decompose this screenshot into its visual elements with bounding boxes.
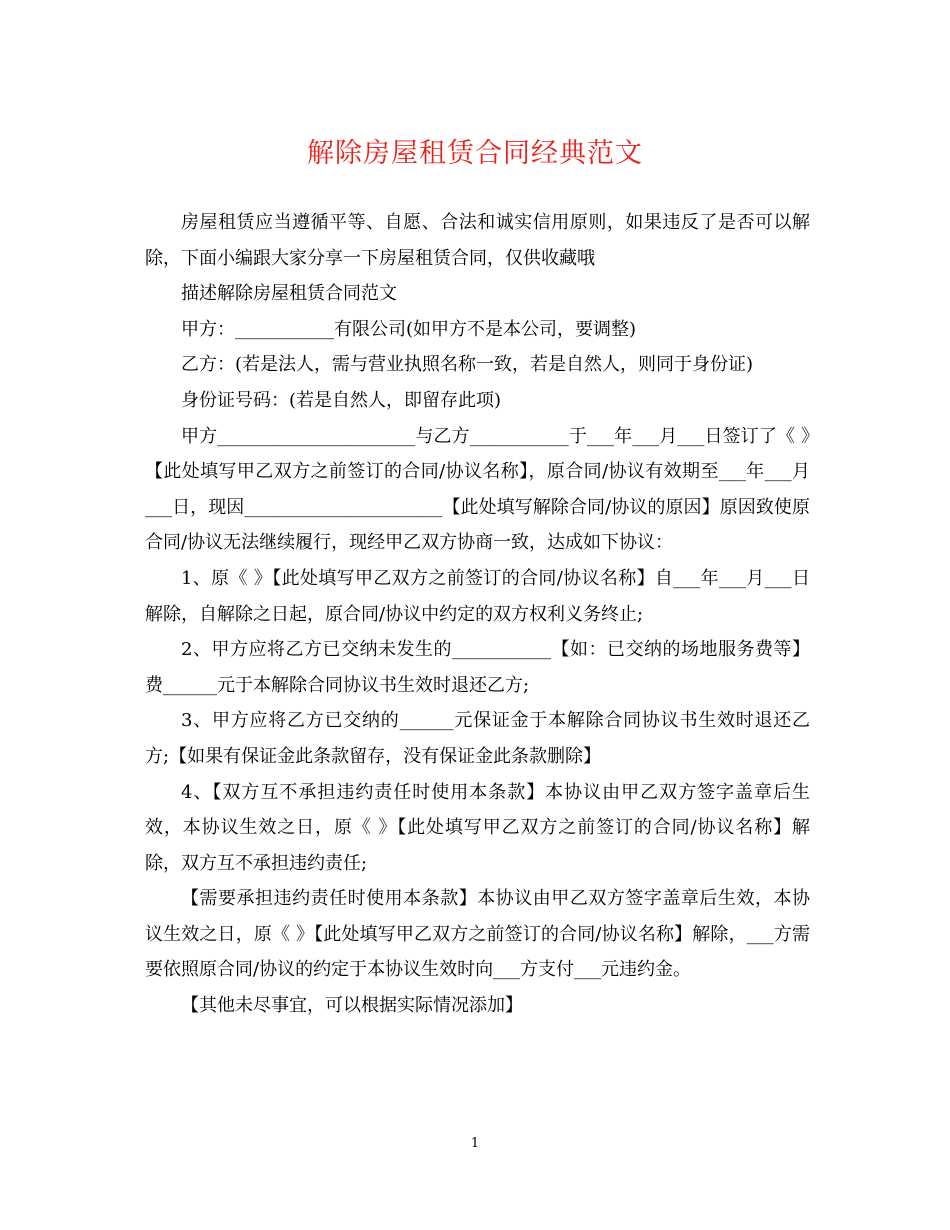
section-heading: 描述解除房屋租赁合同范文: [181, 283, 397, 305]
clause-4-alternative: 【需要承担违约责任时使用本条款】本协议由甲乙双方签字盖章后生效，本协议生效之日，原《 》【此处填写甲乙双方之前签订的合同/协议名称】解除，___方需要依照原合同/协议的约定于本协议生效时向___方支付___元违约金。: [145, 888, 810, 981]
document-title: 解除房屋租赁合同经典范文: [307, 138, 643, 169]
agreement-preamble: 甲方______________________与乙方___________于___年___月___日签订了《 》【此处填写甲乙双方之前签订的合同/协议名称】，原合同/协议有效期至___年___月___日，现因______________________【此处填写解除合同/协议的原因】原因致使原合同/协议无法继续履行，现经甲乙双方协商一致，达成如下协议：: [145, 425, 810, 554]
party-a-line: 甲方：___________有限公司(如甲方不是本公司，要调整): [181, 318, 637, 340]
party-b-line: 乙方：(若是法人，需与营业执照名称一致，若是自然人，则同于身份证): [181, 354, 754, 376]
id-number-line: 身份证号码：(若是自然人，即留存此项): [181, 389, 502, 411]
page-number: 1: [470, 1136, 480, 1151]
clause-4: 4、【双方互不承担违约责任时使用本条款】本协议由甲乙双方签字盖章后生效，本协议生效之日，原《 》【此处填写甲乙双方之前签订的合同/协议名称】解除，双方互不承担违约责任;: [145, 781, 810, 874]
clause-2: 2、甲方应将乙方已交纳未发生的___________【如：已交纳的场地服务费等】费______元于本解除合同协议书生效时退还乙方;: [145, 639, 810, 696]
document-body: [145, 205, 810, 1024]
clause-1: 1、原《 》【此处填写甲乙双方之前签订的合同/协议名称】自___年___月___日解除，自解除之日起，原合同/协议中约定的双方权利义务终止;: [145, 567, 810, 625]
clause-3: 3、甲方应将乙方已交纳的______元保证金于本解除合同协议书生效时退还乙方;【如果有保证金此条款留存，没有保证金此条款删除】: [145, 710, 810, 767]
intro-paragraph: 房屋租赁应当遵循平等、自愿、合法和诚实信用原则，如果违反了是否可以解除，下面小编跟大家分享一下房屋租赁合同，仅供收藏哦: [145, 212, 810, 269]
other-matters-note: 【其他未尽事宜，可以根据实际情况添加】: [181, 995, 523, 1017]
